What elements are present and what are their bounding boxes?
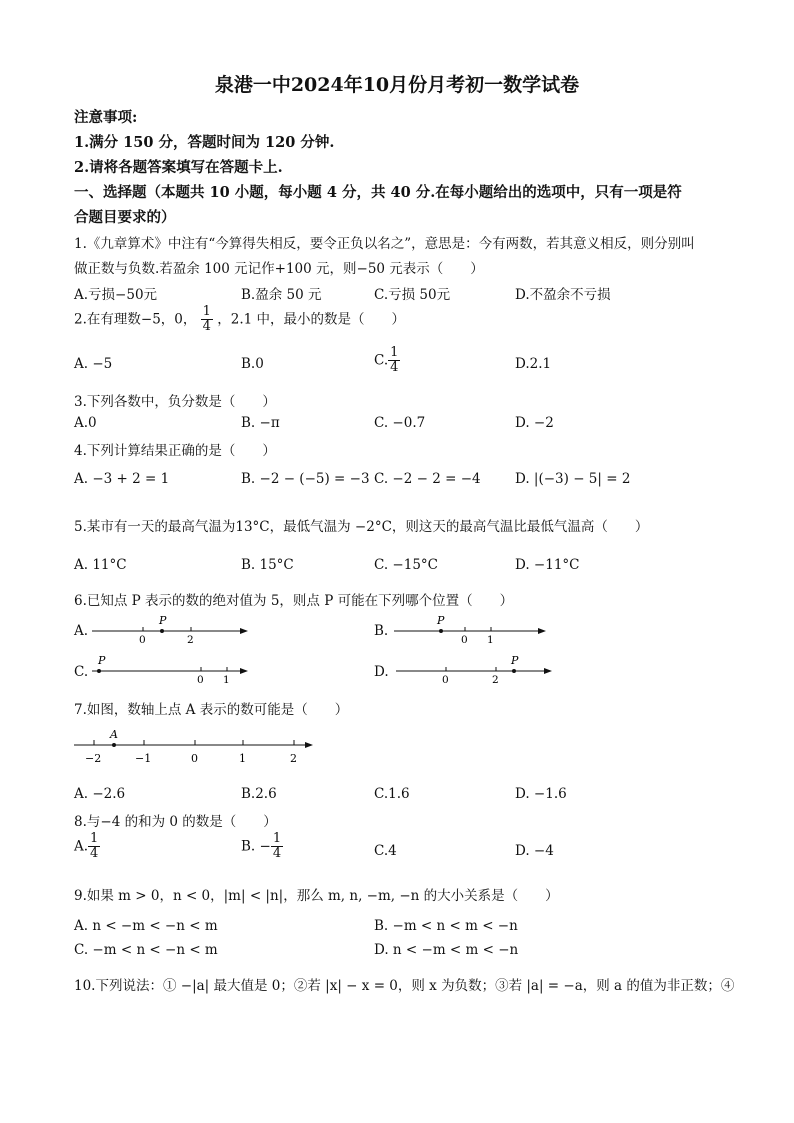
notes-heading: 注意事项: — [74, 109, 138, 126]
tick-label: 1 — [487, 634, 494, 646]
tick-label: 0 — [191, 752, 198, 765]
question-8-option-d: D. −4 — [515, 843, 554, 859]
question-7-option-b: B.2.6 — [241, 786, 277, 802]
question-2-option-b: B.0 — [241, 356, 264, 372]
question-6-option-a-label: A. — [74, 623, 89, 639]
note-item-1: 1.满分 150 分，答题时间为 120 分钟. — [74, 134, 335, 151]
point-a-label: A — [110, 728, 118, 741]
question-3-option-d: D. −2 — [515, 415, 554, 431]
point-p-marker — [160, 629, 164, 633]
question-7-stem: 7.如图，数轴上点 A 表示的数可能是（ ） — [74, 702, 349, 718]
tick-label: 1 — [223, 674, 230, 686]
tick-label: 0 — [139, 634, 146, 646]
question-9-option-a: A. n < −m < −n < m — [74, 918, 218, 934]
question-6-option-c-label: C. — [74, 664, 89, 680]
question-1-stem-line1: 1.《九章算术》中注有“今算得失相反，要令正负以名之”，意思是：今有两数，若其意义相反，则分别叫 — [74, 236, 695, 252]
question-5-stem: 5.某市有一天的最高气温为13°C，最低气温为 −2°C，则这天的最高气温比最低气温高（ ） — [74, 519, 649, 535]
point-p-label: P — [98, 654, 106, 667]
question-7-option-c: C.1.6 — [374, 786, 410, 802]
question-2-option-a: A. −5 — [74, 356, 113, 372]
point-p-marker — [439, 629, 443, 633]
tick-label: 2 — [187, 634, 194, 646]
question-2-stem-post: ，2.1 中，最小的数是（ ） — [217, 311, 406, 328]
question-3-option-b: B. −π — [241, 415, 280, 431]
question-6-option-b-label: B. — [374, 623, 389, 639]
question-3-stem: 3.下列各数中，负分数是（ ） — [74, 394, 276, 410]
question-9-option-c: C. −m < n < −n < m — [74, 942, 218, 958]
note-item-2: 2.请将各题答案填写在答题卡上. — [74, 159, 283, 176]
page-title: 泉港一中2024年10月份月考初一数学试卷 — [214, 74, 580, 96]
question-9-option-d: D. n < −m < m < −n — [374, 942, 519, 958]
section-heading-line1: 一、选择题（本题共 10 小题，每小题 4 分，共 40 分.在每小题给出的选项中，只有一项是符 — [74, 184, 682, 201]
question-1-option-b: B.盈余 50 元 — [241, 287, 322, 303]
question-4-stem: 4.下列计算结果正确的是（ ） — [74, 443, 276, 459]
question-9-option-b: B. −m < n < m < −n — [374, 918, 518, 934]
question-7-option-a: A. −2.6 — [74, 786, 126, 802]
tick-label: 2 — [492, 674, 499, 686]
question-2-stem — [74, 305, 405, 335]
tick-label: 0 — [442, 674, 449, 686]
point-p-marker — [97, 669, 101, 673]
question-4-option-a: A. −3 + 2 = 1 — [74, 471, 170, 487]
point-p-label: P — [437, 614, 445, 627]
tick-label: −2 — [85, 752, 102, 765]
point-a-marker — [112, 743, 116, 747]
question-10-stem: 10.下列说法：① −|a| 最大值是 0；②若 |x| − x = 0，则 x 为负数；③若 |a| = −a，则 a 的值为非正数；④ — [74, 978, 735, 994]
question-1-option-d: D.不盈余不亏损 — [515, 287, 611, 303]
question-6-number-line-b — [388, 612, 553, 648]
question-6-stem: 6.已知点 P 表示的数的绝对值为 5，则点 P 可能在下列哪个位置（ ） — [74, 593, 514, 609]
tick-label: 2 — [290, 752, 297, 765]
question-9-stem: 9.如果 m > 0，n < 0，|m| < |n|，那么 m, n, −m, −n 的大小关系是（ ） — [74, 888, 559, 904]
question-3-option-c: C. −0.7 — [374, 415, 426, 431]
section-heading-line2: 合题目要求的） — [74, 209, 176, 226]
question-2-option-d: D.2.1 — [515, 356, 552, 372]
question-4-option-b: B. −2 − (−5) = −3 — [241, 471, 370, 487]
question-6-option-d-label: D. — [374, 664, 389, 680]
point-p-label: P — [511, 654, 519, 667]
question-5-option-d: D. −11°C — [515, 557, 580, 573]
question-8-option-a: A. $\frac{1}{4}$ — [74, 831, 99, 862]
question-5-option-a: A. 11°C — [74, 557, 127, 573]
question-6-number-line-a — [86, 612, 256, 648]
question-2-option-c: C. $\frac{1}{4}$ — [374, 345, 399, 376]
question-8-option-b: B. − $\frac{1}{4}$ — [241, 831, 282, 862]
question-8-option-c: C.4 — [374, 843, 397, 859]
question-6-number-line-c — [86, 652, 256, 688]
question-4-option-c: C. −2 − 2 = −4 — [374, 471, 481, 487]
point-p-label: P — [159, 614, 167, 627]
question-6-number-line-d — [390, 652, 560, 688]
question-2-stem-pre: 2.在有理数−5，0， — [74, 311, 197, 328]
question-5-option-c: C. −15°C — [374, 557, 438, 573]
question-7-number-line — [70, 726, 320, 768]
question-4-option-d: D. |(−3) − 5| = 2 — [515, 471, 631, 487]
question-2-fraction: $\frac{1}{4}$ — [202, 304, 211, 335]
question-7-option-d: D. −1.6 — [515, 786, 567, 802]
question-3-option-a: A.0 — [74, 415, 97, 431]
question-1-option-c: C.亏损 50元 — [374, 287, 451, 303]
question-5-option-b: B. 15°C — [241, 557, 294, 573]
tick-label: −1 — [135, 752, 152, 765]
tick-label: 0 — [197, 674, 204, 686]
tick-label: 1 — [239, 752, 246, 765]
question-1-stem-line2: 做正数与负数.若盈余 100 元记作+100 元，则−50 元表示（ ） — [74, 261, 484, 277]
tick-label: 0 — [461, 634, 468, 646]
question-8-stem: 8.与−4 的和为 0 的数是（ ） — [74, 814, 277, 830]
question-1-option-a: A.亏损−50元 — [74, 287, 158, 303]
point-p-marker — [512, 669, 516, 673]
